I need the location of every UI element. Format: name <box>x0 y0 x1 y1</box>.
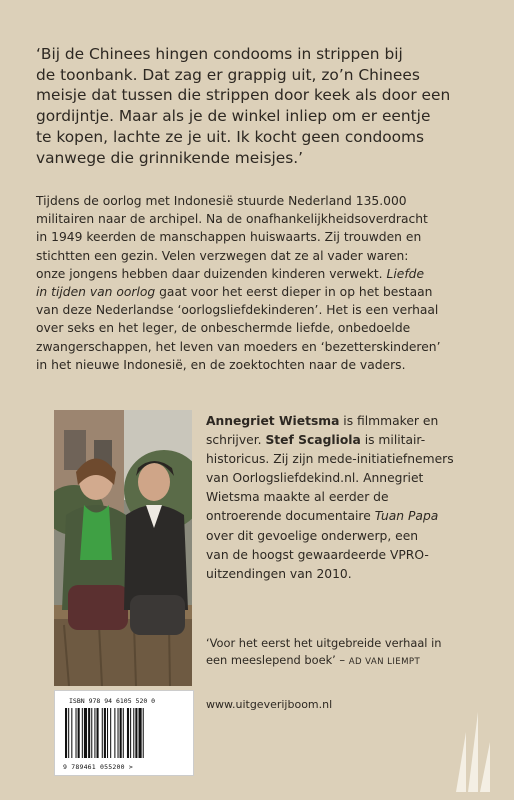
isbn-label: ISBN 978 94 6105 520 0 <box>69 697 156 705</box>
back-cover-quote <box>36 44 486 168</box>
bio-text-2: is militair- historicus. Zij zijn mede-initiatiefnemers van Oorlogsliefdekind.nl. Annegriet Wietsma maakte al eerder de ontroerende documentaire <box>206 433 454 524</box>
barcode-bar <box>76 708 77 758</box>
barcode-bar <box>104 708 106 758</box>
publisher-logo-icon <box>452 712 492 792</box>
barcode-bar <box>88 708 90 758</box>
barcode-bar <box>133 708 134 758</box>
barcode-bar <box>94 708 95 758</box>
review-text <box>206 635 496 670</box>
review-body: ‘Voor het eerst het uitgebreide verhaal in een meeslepend boek’ – <box>206 636 442 667</box>
barcode-bar <box>127 708 129 758</box>
publisher-website: www.uitgeverijboom.nl <box>206 698 333 711</box>
barcode-bar <box>110 708 111 758</box>
bio-text-3: over dit gevoelige onderwerp, een van de hoogst gewaardeerde VPRO- uitzendingen van 2010. <box>206 528 429 581</box>
review-quote <box>206 635 496 670</box>
barcode-bar <box>91 708 92 758</box>
barcode-bar <box>143 708 144 758</box>
author-photo-illustration <box>54 410 192 686</box>
blurb-part-2: gaat voor het eerst dieper in op het bestaan van deze Nederlandse ‘oorlogsliefdekinderen’. Het is een verhaal over seks en het leger, de onbeschermde liefde, onbedoelde zwangerschappen, het leven van moeders en ‘bezetterskinderen’ in het nieuwe Indonesië, en de zoektochten naar de vaders. <box>36 285 441 372</box>
blurb-book-title: Liefde in tijden van oorlog <box>36 266 425 300</box>
barcode-bar <box>139 708 142 758</box>
barcode-bar <box>114 708 115 758</box>
author-photo <box>54 410 192 686</box>
isbn-barcode <box>54 690 194 776</box>
review-author: AD VAN LIEMPT <box>348 656 421 667</box>
blurb-part-1: Tijdens de oorlog met Indonesië stuurde Nederland 135.000 militairen naar de archipel. Na de onafhankelijkheidsoverdracht in 1949 keerden de manschappen huiswaarts. Zij trouwden en stichtten een gezin. Velen verzwegen dat ze al vader waren: onze jongens hebben daar duizenden kinderen verwekt. <box>36 194 428 281</box>
documentary-title: Tuan Papa <box>374 509 439 524</box>
barcode-bar <box>68 708 69 758</box>
author-bio <box>206 412 496 584</box>
barcode-bar <box>118 708 119 758</box>
author-name-1: Annegriet Wietsma <box>206 414 340 428</box>
barcode-bar <box>102 708 103 758</box>
bio-text-1: is filmmaker en schrijver. <box>206 414 439 448</box>
barcode-bar <box>135 708 137 758</box>
author-name-2: Stef Scagliola <box>265 433 361 448</box>
barcode-bar <box>84 708 87 758</box>
barcode-bar <box>65 708 67 758</box>
barcode-bar <box>120 708 122 758</box>
barcode-bar <box>97 708 99 758</box>
barcode-bar <box>78 708 80 758</box>
blurb <box>36 192 486 374</box>
barcode-bars <box>65 708 183 758</box>
barcode-digits: 9 789461 055200 > <box>63 763 133 771</box>
barcode-bar <box>107 708 108 758</box>
barcode-bar <box>130 708 131 758</box>
barcode-bar <box>123 708 124 758</box>
barcode-bar <box>82 708 83 758</box>
barcode-bar <box>71 708 72 758</box>
quote-text: ‘Bij de Chinees hingen condooms in strippen bij de toonbank. Dat zag er grappig uit, zo’n Chinees meisje dat tussen die strippen door keek als door een gordijntje. Maar als je de winkel inliep om er eentje te kopen, lachte ze je uit. Ik kocht geen condooms vanwege die grinnikende meisjes.’ <box>36 45 451 167</box>
